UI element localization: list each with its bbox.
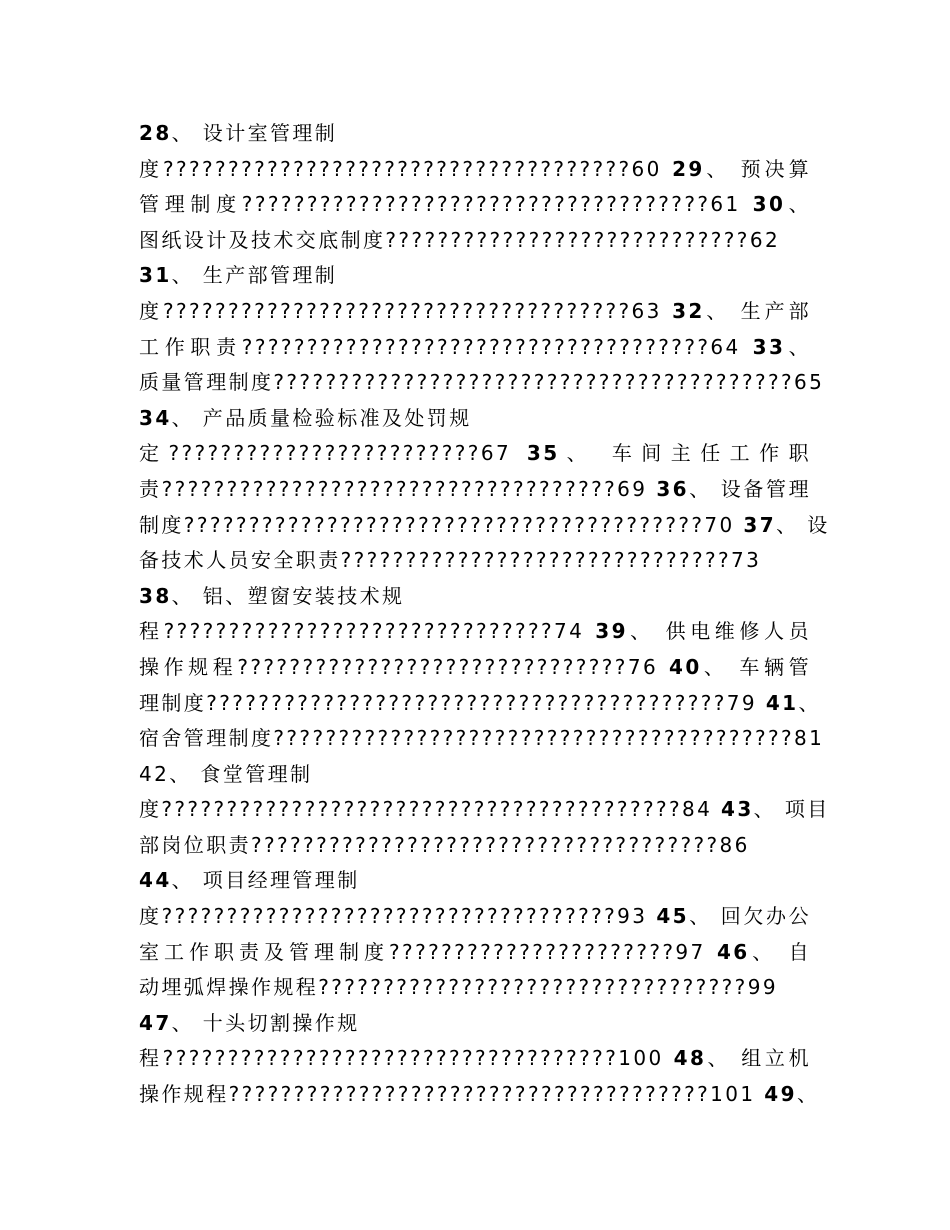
toc-line: [139, 472, 811, 508]
toc-entry-number: 28: [139, 121, 172, 145]
toc-entry-text: 操作规程?????????????????????????????????????101: [139, 1082, 765, 1107]
toc-entry-text: 室工作职责及管理制度??????????????????????97: [139, 939, 717, 964]
toc-entry-text: 理制度????????????????????????????????????????79: [139, 690, 766, 715]
toc-line: [139, 792, 830, 828]
toc-entry-text: 工作职责????????????????????????????????????64: [139, 334, 753, 359]
toc-line: [139, 258, 811, 294]
toc-entry-text: 、: [796, 1082, 820, 1107]
toc-line: [139, 330, 811, 366]
toc-entry-text: 、 设计室管理制: [171, 121, 338, 145]
toc-entry-text: 、 车间主任工作职: [559, 441, 811, 466]
toc-entry-number: 39: [595, 619, 628, 644]
toc-line: [139, 686, 821, 722]
toc-entry-number: 29: [672, 156, 705, 181]
toc-entry-text: 、 项目经理管理制: [171, 868, 360, 893]
toc-entry-text: 制度????????????????????????????????????????70: [139, 512, 744, 537]
toc-entry-text: 、 组立机: [706, 1046, 811, 1071]
toc-line: [139, 152, 811, 188]
toc-entry-text: 程???????????????????????????????????100: [139, 1046, 674, 1071]
toc-entry-text: 度????????????????????????????????????????84: [139, 797, 722, 822]
toc-entry-text: 度????????????????????????????????????60: [139, 156, 673, 181]
toc-entry-number: 38: [139, 583, 172, 608]
toc-entry-text: 质量管理制度????????????????????????????????????????65: [139, 370, 825, 395]
toc-entry-text: 、 回欠办公: [689, 904, 811, 929]
toc-entry-number: 33: [752, 334, 786, 359]
toc-line: [139, 828, 811, 864]
toc-entry-text: 、 生产部管理制: [171, 263, 338, 288]
toc-entry-text: 管理制度????????????????????????????????????61: [139, 192, 753, 217]
toc-line: [139, 116, 811, 152]
toc-entry-number: 36: [656, 476, 689, 501]
toc-entry-text: 、 自: [749, 939, 811, 964]
toc-entry-number: 48: [673, 1046, 707, 1071]
toc-entry-text: 动埋弧焊操作规程?????????????????????????????????99: [139, 975, 778, 1000]
toc-line: [139, 543, 811, 579]
toc-entry-text: 责???????????????????????????????????69: [139, 476, 657, 501]
toc-line: [139, 187, 811, 223]
toc-line: [139, 650, 811, 686]
toc-entry-text: 操作规程??????????????????????????????76: [139, 654, 670, 679]
toc-entry-text: 、 产品质量检验标准及处罚规: [171, 405, 472, 430]
toc-entry-text: 备技术人员安全职责??????????????????????????????73: [139, 548, 762, 573]
toc-entry-text: 、 铝、塑窗安装技术规: [171, 583, 405, 608]
toc-entry-text: 、: [798, 690, 821, 715]
toc-entry-number: 30: [752, 192, 786, 217]
toc-entry-number: 44: [139, 868, 172, 893]
toc-line: [139, 899, 811, 935]
toc-entry-number: 45: [656, 904, 689, 929]
toc-entry-number: 34: [139, 405, 172, 430]
toc-entry-text: 、: [785, 334, 811, 359]
toc-entry-number: 35: [526, 441, 560, 466]
toc-entry-number: 43: [721, 797, 754, 822]
toc-entry-text: 、 设备管理: [689, 476, 811, 501]
toc-line: [139, 970, 811, 1006]
toc-line: [139, 1077, 820, 1113]
table-of-contents: [139, 116, 830, 1113]
toc-line: [139, 614, 811, 650]
toc-entry-number: 46: [716, 939, 750, 964]
toc-line: [139, 508, 830, 544]
toc-entry-text: 、 车辆管: [701, 654, 811, 679]
toc-entry-text: 、 供电维修人员: [627, 619, 811, 644]
toc-entry-text: 图纸设计及技术交底制度????????????????????????????62: [139, 227, 781, 252]
toc-entry-text: 度????????????????????????????????????63: [139, 298, 673, 323]
toc-entry-text: 、 十头切割操作规: [171, 1010, 360, 1035]
toc-entry-text: 程??????????????????????????????74: [139, 619, 596, 644]
toc-entry-text: 度???????????????????????????????????93: [139, 904, 657, 929]
toc-line: [139, 365, 825, 401]
toc-entry-text: 部岗位职责????????????????????????????????????86: [139, 832, 750, 857]
toc-entry-number: 47: [139, 1010, 172, 1035]
toc-line: [139, 1041, 811, 1077]
toc-entry-number: 41: [765, 690, 799, 715]
toc-line: [139, 1006, 811, 1042]
toc-entry-number: 49: [764, 1082, 797, 1107]
toc-entry-number: 31: [139, 263, 172, 288]
toc-line: [139, 223, 811, 259]
toc-entry-text: 、 生产部: [704, 298, 811, 323]
toc-entry-text: 、: [785, 192, 811, 217]
toc-entry-text: 宿舍管理制度????????????????????????????????????????81: [139, 726, 825, 751]
toc-entry-text: 定????????????????????????67: [139, 441, 527, 466]
toc-line: [139, 863, 811, 899]
toc-line: [139, 401, 811, 437]
toc-line: [139, 721, 825, 757]
toc-entry-number: 40: [669, 654, 702, 679]
toc-entry-number: 32: [672, 298, 705, 323]
toc-entry-text: 、 设: [776, 512, 830, 537]
toc-entry-text: 、 预决算: [704, 156, 811, 181]
toc-entry-text: 、 项目: [753, 797, 830, 822]
toc-line: [139, 294, 811, 330]
toc-entry-number: 37: [743, 512, 777, 537]
toc-line: [139, 436, 811, 472]
toc-line: [139, 757, 811, 793]
toc-entry-text: 42、 食堂管理制: [139, 761, 313, 786]
toc-line: [139, 935, 811, 971]
toc-line: [139, 579, 811, 615]
